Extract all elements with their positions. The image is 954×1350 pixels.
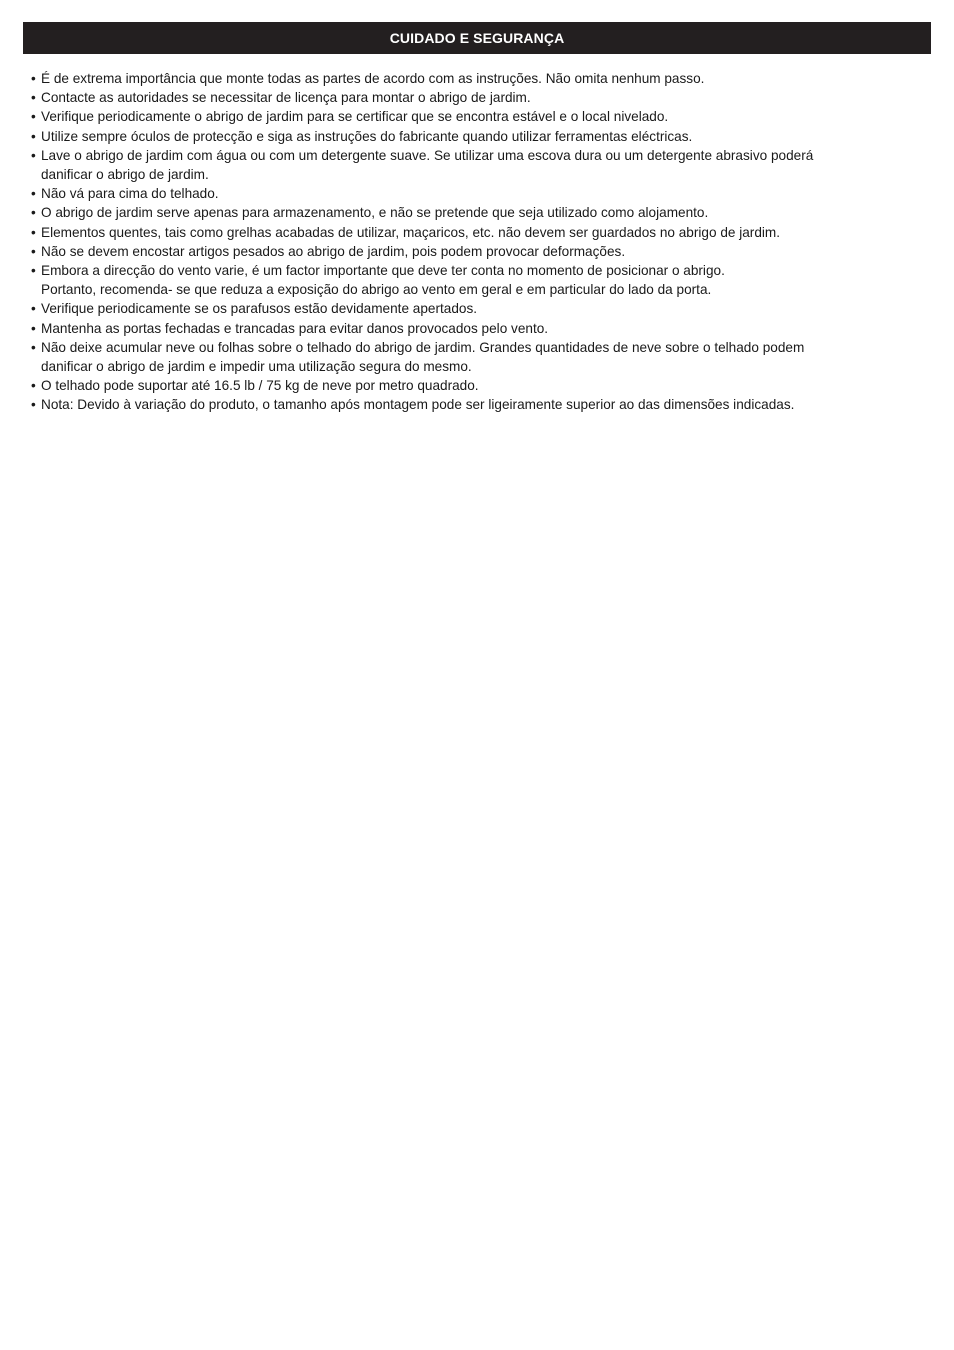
safety-note-item (31, 88, 911, 107)
safety-note-text: Elementos quentes, tais como grelhas acabadas de utilizar, maçaricos, etc. não devem ser guardados no abrigo de jardim. (41, 224, 781, 240)
section-title: CUIDADO E SEGURANÇA (389, 30, 565, 46)
bullet-icon: • (31, 109, 36, 125)
safety-note-text: Contacte as autoridades se necessitar de licença para montar o abrigo de jardim. (41, 90, 531, 106)
safety-note-item (31, 223, 911, 242)
safety-note-text: danificar o abrigo de jardim. (41, 167, 209, 183)
bullet-icon: • (31, 339, 36, 355)
safety-note-text: O abrigo de jardim serve apenas para armazenamento, e não se pretende que seja utilizado como alojamento. (41, 205, 709, 221)
safety-note-text: Portanto, recomenda- se que reduza a exposição do abrigo ao vento em geral e em particular do lado da porta. (41, 282, 712, 298)
safety-note-item (31, 69, 911, 88)
safety-note-item (31, 261, 911, 299)
safety-note-item (31, 338, 911, 376)
safety-note-text: Utilize sempre óculos de protecção e siga as instruções do fabricante quando utilizar ferramentas eléctricas. (41, 128, 693, 144)
bullet-icon: • (31, 128, 36, 144)
section-header-bar (23, 22, 931, 54)
bullet-icon: • (31, 90, 36, 106)
bullet-icon: • (31, 71, 36, 86)
safety-note-text: Embora a direcção do vento varie, é um factor importante que deve ter conta no momento de posicionar o abrigo. (41, 263, 725, 279)
safety-note-text: O telhado pode suportar até 16.5 lb / 75 kg de neve por metro quadrado. (41, 378, 479, 394)
safety-note-text: Lave o abrigo de jardim com água ou com um detergente suave. Se utilizar uma escova dura ou um detergente abrasivo poderá (41, 147, 814, 163)
bullet-icon: • (31, 224, 36, 240)
bullet-icon: • (31, 147, 36, 163)
bullet-icon: • (31, 378, 36, 394)
safety-note-item (31, 184, 911, 203)
safety-note-item (31, 319, 911, 338)
safety-note-text: danificar o abrigo de jardim e impedir uma utilização segura do mesmo. (41, 359, 472, 375)
bullet-icon: • (31, 186, 36, 202)
safety-notes-list (31, 69, 911, 415)
safety-note-text: Não se devem encostar artigos pesados ao abrigo de jardim, pois podem provocar deformações. (41, 243, 626, 259)
safety-note-item (31, 376, 911, 395)
safety-note-item (31, 146, 911, 184)
safety-note-text: Não deixe acumular neve ou folhas sobre o telhado do abrigo de jardim. Grandes quantidades de neve sobre o telhado podem (41, 339, 805, 355)
safety-note-item (31, 299, 911, 318)
bullet-icon: • (31, 205, 36, 221)
safety-note-item (31, 203, 911, 222)
safety-note-text: Mantenha as portas fechadas e trancadas para evitar danos provocados pelo vento. (41, 320, 549, 336)
safety-note-text: Verifique periodicamente o abrigo de jardim para se certificar que se encontra estável e o local nivelado. (41, 109, 669, 125)
safety-note-item (31, 242, 911, 261)
safety-note-text: Nota: Devido à variação do produto, o tamanho após montagem pode ser ligeiramente superior ao das dimensões indicadas. (41, 397, 795, 413)
bullet-icon: • (31, 397, 36, 413)
safety-note-text: É de extrema importância que monte todas as partes de acordo com as instruções. Não omita nenhum passo. (41, 71, 705, 86)
safety-note-item (31, 127, 911, 146)
bullet-icon: • (31, 301, 36, 317)
safety-note-text: Verifique periodicamente se os parafusos estão devidamente apertados. (41, 301, 478, 317)
safety-note-item (31, 395, 911, 414)
bullet-icon: • (31, 320, 36, 336)
bullet-icon: • (31, 263, 36, 279)
bullet-icon: • (31, 243, 36, 259)
safety-note-item (31, 107, 911, 126)
safety-note-text: Não vá para cima do telhado. (41, 186, 219, 202)
